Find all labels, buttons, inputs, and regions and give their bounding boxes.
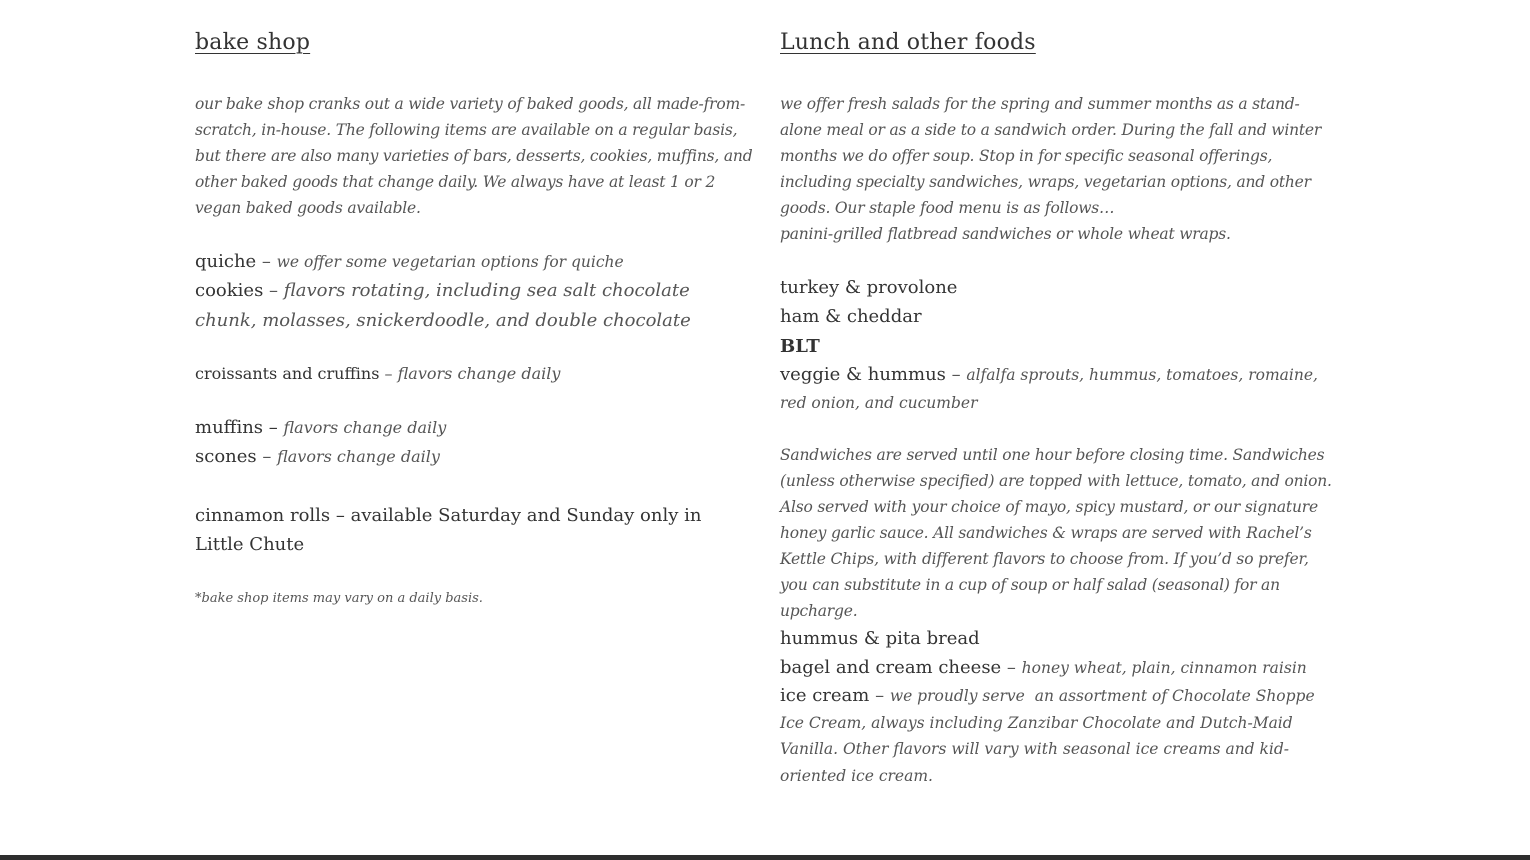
menu-item-muffins	[195, 413, 446, 442]
item-separator: –	[869, 685, 890, 706]
item-separator: –	[263, 417, 284, 438]
footer-bar	[0, 855, 1530, 860]
menu-item-cinnamon-rolls	[195, 501, 755, 559]
item-description: flavors rotating, including sea salt chocolate chunk, molasses, snickerdoodle, and double chocolate	[195, 280, 691, 331]
item-name: croissants and cruffins	[195, 364, 380, 383]
sandwich-ham-cheddar	[780, 302, 922, 331]
sandwich-blt	[780, 332, 820, 361]
item-separator: –	[256, 251, 277, 272]
item-name: BLT	[780, 336, 820, 357]
item-separator: –	[379, 364, 398, 383]
item-name: ham & cheddar	[780, 306, 922, 327]
item-name: scones	[195, 446, 257, 467]
bake-shop-footnote: *bake shop items may vary on a daily basis.	[195, 591, 483, 606]
item-description: flavors change daily	[283, 418, 447, 437]
item-ice-cream	[780, 683, 1335, 789]
item-name: muffins	[195, 417, 264, 438]
lunch-heading[interactable]: Lunch and other foods	[780, 30, 1036, 55]
item-description: honey wheat, plain, cinnamon raisin	[1021, 659, 1307, 677]
lunch-intro-sandwich-style: panini-grilled flatbread sandwiches or whole wheat wraps.	[780, 225, 1231, 243]
item-name: cookies	[195, 280, 264, 301]
item-separator: –	[256, 446, 278, 467]
sandwich-note: Sandwiches are served until one hour before closing time. Sandwiches (unless otherwise specified) are topped with lettuce, tomato, and onion. Also served with your choice of mayo, spicy mustard, or our signature honey garlic sauce. All sandwiches & wraps are served with Rachel’s Kettle Chips, with different flavors to choose from. If you’d so prefer, you can substitute in a cup of soup or half salad (seasonal) for an upcharge.	[780, 446, 1332, 620]
item-separator: –	[945, 364, 967, 385]
item-description: we proudly serve an assortment of Chocolate Shoppe Ice Cream, always including Zanzibar Chocolate and Dutch-Maid Vanilla. Other flavors will vary with seasonal ice creams and kid-oriented ice cream.	[780, 687, 1320, 785]
item-name: quiche	[195, 251, 257, 272]
menu-item-quiche	[195, 247, 624, 277]
sandwich-turkey-provolone	[780, 273, 957, 302]
bake-shop-intro: our bake shop cranks out a wide variety of baked goods, all made-from-scratch, in-house. The following items are available on a regular basis, but there are also many varieties of bars, desserts, cookies, muffins, and other baked goods that change daily. We always have at least 1 or 2 vegan baked goods available.	[195, 95, 753, 217]
item-name: veggie & hummus	[780, 364, 946, 385]
item-bagel-cream-cheese	[780, 653, 1307, 683]
item-description: we offer some vegetarian options for quiche	[276, 253, 624, 271]
item-hummus-pita	[780, 624, 980, 653]
menu-item-cookies	[195, 276, 755, 336]
item-name: turkey & provolone	[780, 277, 958, 298]
bake-shop-heading[interactable]: bake shop	[195, 30, 311, 55]
item-name: ice cream	[780, 685, 870, 706]
menu-item-croissants	[195, 361, 560, 387]
menu-item-scones	[195, 442, 440, 471]
item-name: cinnamon rolls – available Saturday and Sunday only in Little Chute	[195, 505, 702, 555]
sandwich-veggie-hummus	[780, 361, 1335, 417]
lunch-intro: we offer fresh salads for the spring and summer months as a stand-alone meal or as a side to a sandwich order. During the fall and winter months we do offer soup. Stop in for specific seasonal offerings, including specialty sandwiches, wraps, vegetarian options, and other goods. Our staple food menu is as follows…	[780, 95, 1322, 217]
item-description: alfalfa sprouts, hummus, tomatoes, romaine, red onion, and cucumber	[780, 366, 1318, 412]
item-description: flavors change daily	[397, 364, 561, 383]
item-separator: –	[263, 280, 284, 301]
item-description: flavors change daily	[277, 447, 440, 466]
item-name: hummus & pita bread	[780, 628, 980, 649]
item-separator: –	[1001, 657, 1022, 678]
item-name: bagel and cream cheese	[780, 657, 1002, 678]
